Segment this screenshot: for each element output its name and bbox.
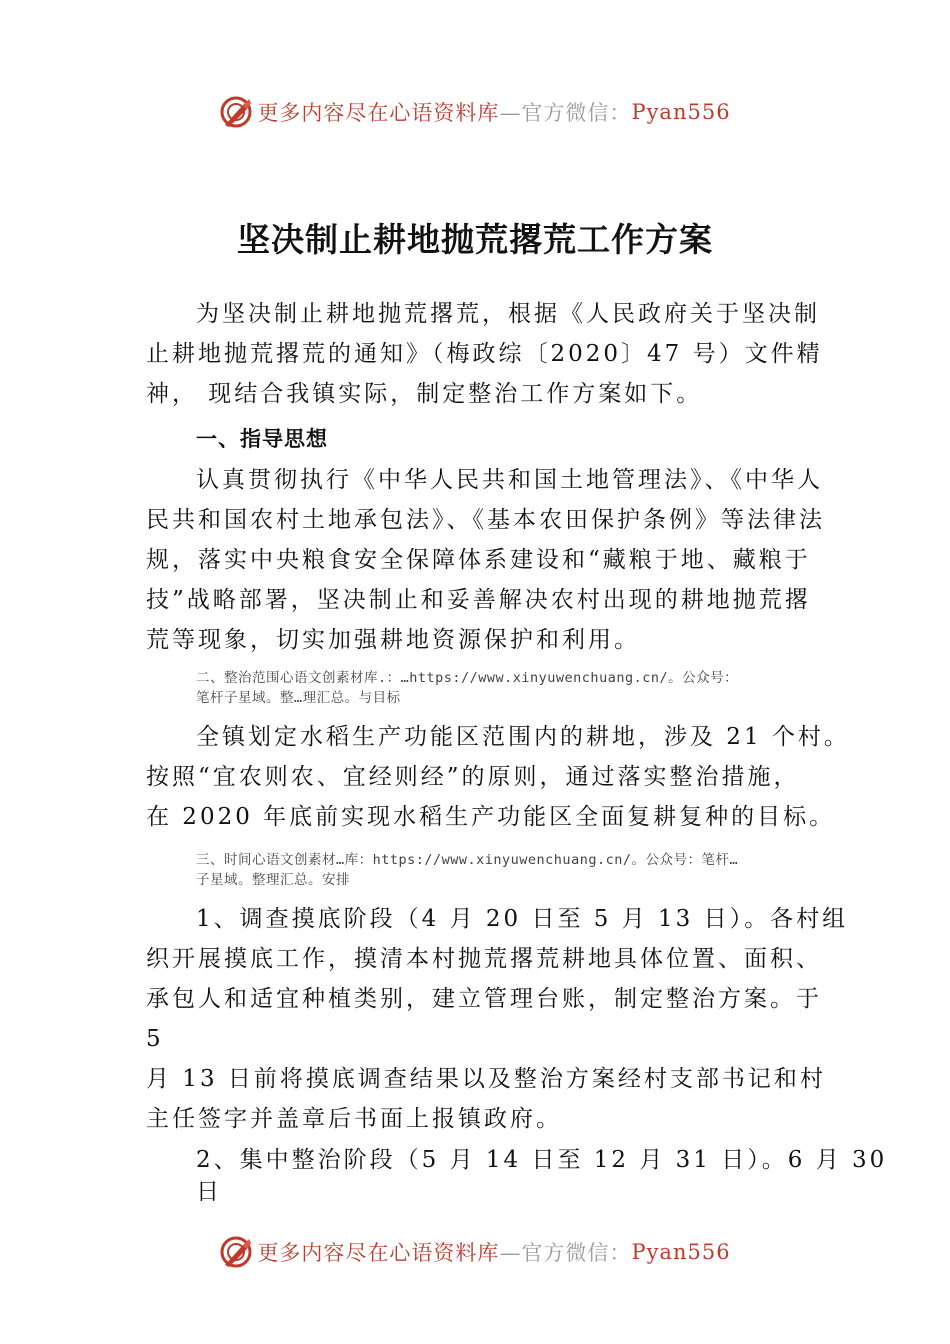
banner-wechat-id: Pyan556 xyxy=(631,1240,731,1264)
paragraph-line: 承包人和适宜种植类别，建立管理台账，制定整治方案。于 xyxy=(146,986,822,1012)
banner-wechat-label: —官方微信： xyxy=(499,1241,632,1265)
section-heading-small: 三、时间心语文创素材…库：https://www.xinyuwenchuang.cn/。公众号：笔杆… xyxy=(196,852,739,868)
banner-slogan: 更多内容尽在心语资料库 xyxy=(257,1241,500,1265)
pen-logo-icon xyxy=(219,95,253,129)
document-title: 坚决制止耕地抛荒撂荒工作方案 xyxy=(237,220,713,259)
paragraph-line: 为坚决制止耕地抛荒撂荒，根据《人民政府关于坚决制 xyxy=(196,301,820,327)
paragraph-line: 民共和国农村土地承包法》、《基本农田保护条例》等法律法 xyxy=(146,507,825,533)
paragraph-line: 5 xyxy=(146,1026,164,1052)
paragraph-line: 2、集中整治阶段（5 月 14 日至 12 月 31 日）。6 月 30 xyxy=(196,1147,888,1173)
paragraph-line: 荒等现象，切实加强耕地资源保护和利用。 xyxy=(146,627,640,653)
pen-logo-icon xyxy=(219,1235,253,1269)
paragraph-line: 1、调查摸底阶段（4 月 20 日至 5 月 13 日）。各村组 xyxy=(196,906,849,932)
footer-banner xyxy=(0,1232,950,1272)
section-heading-small: 二、整治范围心语文创素材库.：…https://www.xinyuwenchuang.cn/。公众号： xyxy=(196,670,739,686)
paragraph-line: 织开展摸底工作，摸清本村抛荒撂荒耕地具体位置、面积、 xyxy=(146,946,822,972)
paragraph-line: 规，落实中央粮食安全保障体系建设和“藏粮于地、藏粮于 xyxy=(146,547,811,573)
paragraph-line: 月 13 日前将摸底调查结果以及整治方案经村支部书记和村 xyxy=(146,1066,826,1092)
paragraph-line: 按照“宜农则农、宜经则经”的原则，通过落实整治措施， xyxy=(146,764,800,790)
section-heading-small: 笔杆子星域。整…理汇总。与目标 xyxy=(196,690,401,706)
banner-wechat-id: Pyan556 xyxy=(631,100,731,124)
paragraph-line: 在 2020 年底前实现水稻生产功能区全面复耕复种的目标。 xyxy=(146,804,836,830)
paragraph-line: 日 xyxy=(196,1179,222,1205)
section-heading-small: 子星域。整理汇总。安排 xyxy=(196,872,350,888)
banner-slogan: 更多内容尽在心语资料库 xyxy=(257,101,500,125)
paragraph-line: 止耕地抛荒撂荒的通知》（梅政综〔2020〕47 号）文件精 xyxy=(146,341,823,367)
paragraph-line: 全镇划定水稻生产功能区范围内的耕地，涉及 21 个村。 xyxy=(196,724,850,750)
paragraph-line: 神， 现结合我镇实际，制定整治工作方案如下。 xyxy=(146,381,703,407)
paragraph-line: 认真贯彻执行《中华人民共和国土地管理法》、《中华人 xyxy=(196,467,823,493)
paragraph-line: 主任签字并盖章后书面上报镇政府。 xyxy=(146,1106,562,1132)
header-banner xyxy=(0,92,950,132)
banner-wechat-label: —官方微信： xyxy=(499,101,632,125)
section-heading: 一、指导思想 xyxy=(196,427,328,451)
paragraph-line: 技”战略部署，坚决制止和妥善解决农村出现的耕地抛荒撂 xyxy=(146,587,811,613)
